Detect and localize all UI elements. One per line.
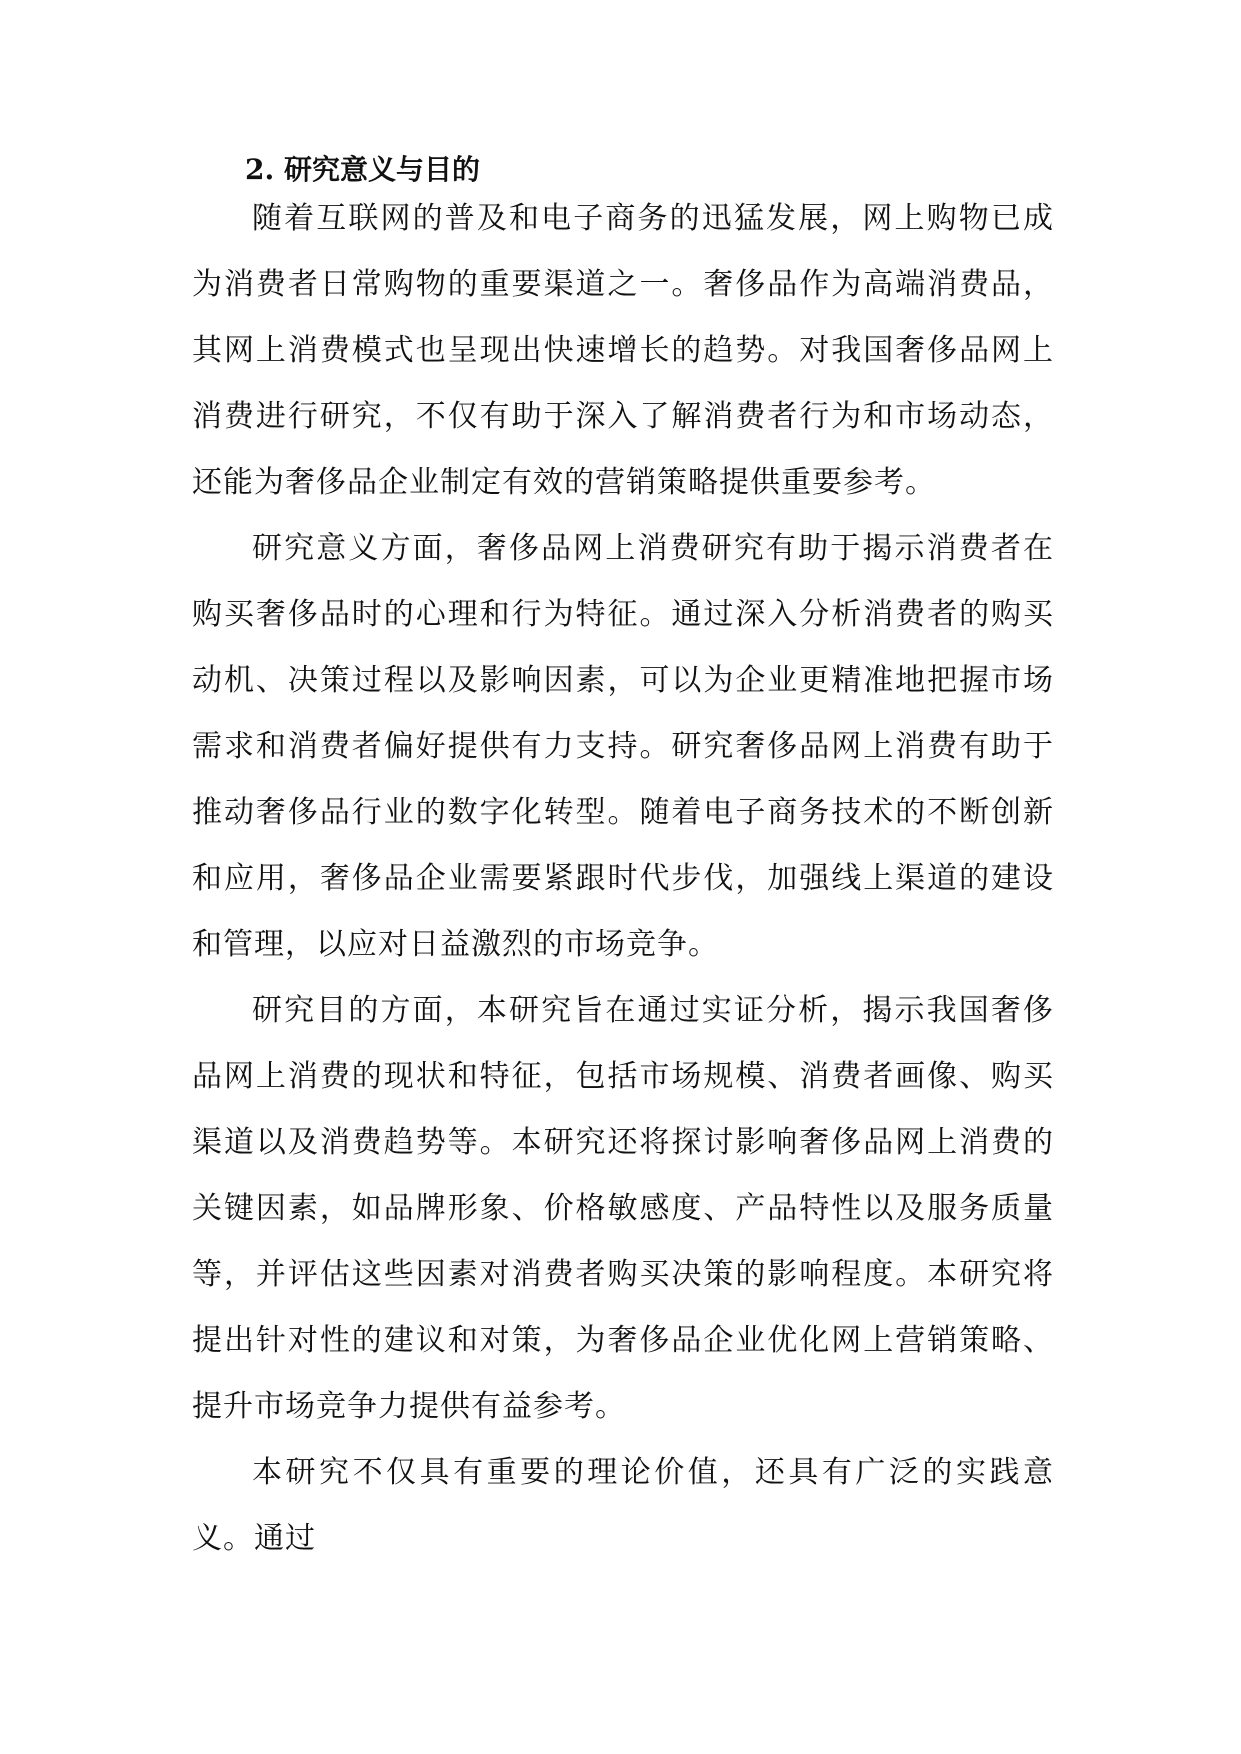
paragraph-value: 本研究不仅具有重要的理论价值，还具有广泛的实践意义。通过 xyxy=(192,1455,1054,1556)
paragraph-background: 随着互联网的普及和电子商务的迅猛发展，网上购物已成为消费者日常购物的重要渠道之一。奢侈品作为高端消费品，其网上消费模式也呈现出快速增长的趋势。对我国奢侈品网上消费进行研究，不仅有助于深入了解消费者行为和市场动态，还能为奢侈品企业制定有效的营销策略提供重要参考。 xyxy=(192,201,1054,500)
paragraph-significance: 研究意义方面，奢侈品网上消费研究有助于揭示消费者在购买奢侈品时的心理和行为特征。通过深入分析消费者的购买动机、决策过程以及影响因素，可以为企业更精准地把握市场需求和消费者偏好提供有力支持。研究奢侈品网上消费有助于推动奢侈品行业的数字化转型。随着电子商务技术的不断创新和应用，奢侈品企业需要紧跟时代步伐，加强线上渠道的建设和管理，以应对日益激烈的市场竞争。 xyxy=(192,531,1054,962)
body-text xyxy=(192,186,1054,1572)
paragraph-purpose: 研究目的方面，本研究旨在通过实证分析，揭示我国奢侈品网上消费的现状和特征，包括市场规模、消费者画像、购买渠道以及消费趋势等。本研究还将探讨影响奢侈品网上消费的关键因素，如品牌形象、价格敏感度、产品特性以及服务质量等，并评估这些因素对消费者购买决策的影响程度。本研究将提出针对性的建议和对策，为奢侈品企业优化网上营销策略、提升市场竞争力提供有益参考。 xyxy=(192,993,1054,1424)
section-heading: 2. 研究意义与目的 xyxy=(245,153,480,186)
